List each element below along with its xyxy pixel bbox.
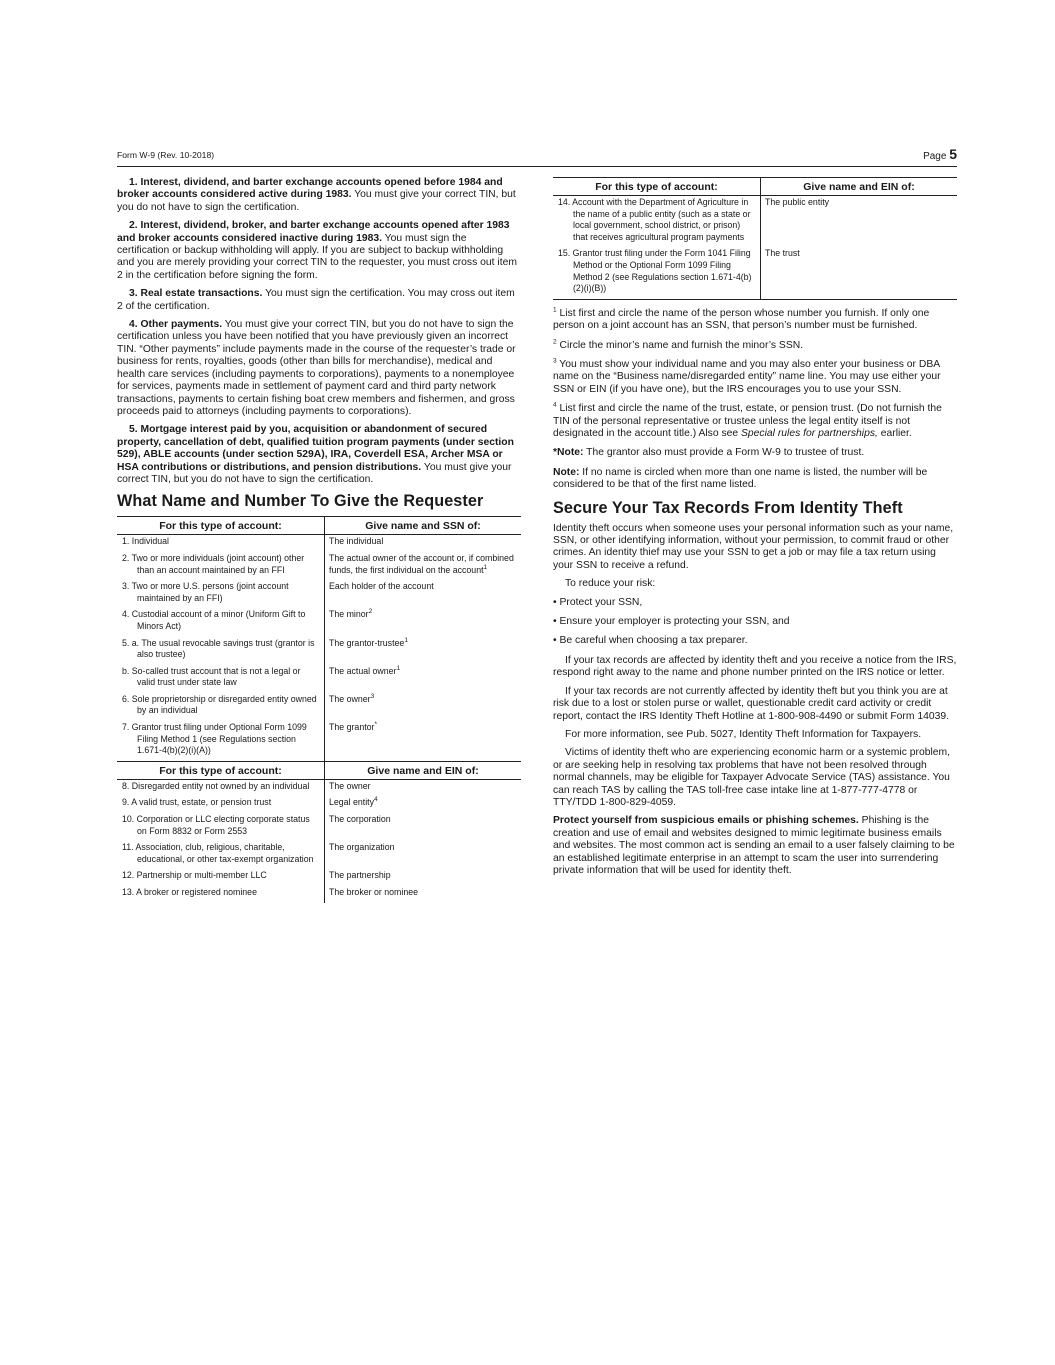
- table-row: [117, 535, 521, 552]
- table-row: [117, 552, 521, 580]
- account-type-cell: 15. Grantor trust filing under the Form 1041 Filing Method or the Optional Form 1099 Filing Method 2 (see Regulations section 1.671-4(b)(2)(i)(B)): [553, 247, 761, 299]
- footnote-2: $^2$ Circle the minor’s name and furnish the minor’s SSN.: [553, 338, 804, 351]
- page-number: Page 5: [923, 146, 957, 162]
- account-type-cell: 12. Partnership or multi-member LLC: [117, 869, 325, 886]
- footnote-3: $^3$ You must show your individual name and you may also enter your business or DBA name on the “Business name/disregarded entity” name line. You may use either your SSN or EIN (if you have one), but the IRS encourages you to use your SSN.: [553, 357, 941, 395]
- bullet-item: • Protect your SSN,: [553, 596, 643, 608]
- give-name-cell: The trust: [765, 248, 800, 259]
- ein-table-cont-header-ein: Give name and EIN of:: [761, 178, 958, 196]
- page-header: [117, 148, 957, 167]
- section-title-requester: What Name and Number To Give the Requester: [117, 492, 484, 511]
- paragraph-3: 3. Real estate transactions. You must sign the certification. You may cross out item 2 of the certification.: [117, 288, 515, 312]
- section-title-identity-theft: Secure Your Tax Records From Identity Theft: [553, 498, 903, 517]
- account-type-cell: 3. Two or more U.S. persons (joint account maintained by an FFI): [117, 580, 325, 608]
- identity-paragraph-1: Identity theft occurs when someone uses your personal information such as your name, SSN, or other identifying information, without your permission, to commit fraud or other crimes. An identity thief may use your SSN to get a job or may file a tax return using your SSN to receive a refund.: [553, 522, 954, 571]
- ssn-table-header-ssn: Give name and SSN of:: [325, 517, 522, 535]
- reduce-risk-label: To reduce your risk:: [565, 578, 656, 590]
- give-name-cell: The broker or nominee: [329, 887, 418, 897]
- ssn-table: [117, 516, 521, 761]
- give-name-cell: The individual: [329, 536, 384, 547]
- account-type-cell: 14. Account with the Department of Agriculture in the name of a public entity (such as a state or local government, school district, or prison) that receives agricultural program payments: [553, 196, 761, 248]
- give-name-cell: Each holder of the account: [329, 581, 434, 592]
- give-name-cell: The organization: [329, 842, 395, 853]
- table-row: [117, 886, 521, 903]
- account-type-cell: 10. Corporation or LLC electing corporate status on Form 8832 or Form 2553: [117, 813, 325, 841]
- table-row: [117, 608, 521, 636]
- account-type-cell: 13. A broker or registered nominee: [117, 886, 325, 903]
- table-row: [117, 813, 521, 841]
- ein-table: [117, 761, 521, 903]
- paragraph-1: 1. Interest, dividend, and barter exchange accounts opened before 1984 and broker accounts considered active during 1983. You must give your correct TIN, but you do not have to sign the certification.: [117, 177, 516, 213]
- table-row: [117, 779, 521, 796]
- give-name-cell: The minor$^2$: [329, 608, 373, 620]
- table-row: [117, 693, 521, 721]
- account-type-cell: 9. A valid trust, estate, or pension trust: [117, 796, 325, 813]
- give-name-cell: The grantor-trustee$^1$: [329, 636, 408, 648]
- account-type-cell: 4. Custodial account of a minor (Uniform Gift to Minors Act): [117, 608, 325, 636]
- table-row: [117, 796, 521, 813]
- identity-paragraph-2: If your tax records are affected by identity theft and you receive a notice from the IRS, respond right away to the name and phone number printed on the IRS notice or letter.: [553, 654, 957, 679]
- give-name-cell: The public entity: [765, 197, 830, 207]
- account-type-cell: b. So-called trust account that is not a legal or valid trust under state law: [117, 665, 325, 693]
- right-column: [553, 177, 957, 883]
- table-row: [117, 637, 521, 665]
- paragraph-5: 5. Mortgage interest paid by you, acquisition or abandonment of secured property, cancellation of debt, qualified tuition program payments (under section 529), ABLE accounts (under section 529A), IRA, Coverdell ESA, Archer MSA or HSA contributions or distributions, and pension distributions. You must give your correct TIN, but you do not have to sign the certification.: [117, 424, 514, 485]
- account-type-cell: 11. Association, club, religious, charitable, educational, or other tax-exempt organization: [117, 841, 325, 869]
- account-type-cell: 5. a. The usual revocable savings trust (grantor is also trustee): [117, 637, 325, 665]
- note-grantor: *Note: The grantor also must provide a Form W-9 to trustee of trust.: [553, 447, 865, 459]
- left-column: [117, 177, 521, 903]
- give-name-cell: The grantor*: [329, 721, 378, 733]
- bullet-item: • Be careful when choosing a tax preparer.: [553, 635, 748, 647]
- table-row: [117, 841, 521, 869]
- footnote-4: $^4$ List first and circle the name of the trust, estate, or pension trust. (Do not furnish the TIN of the personal representative or trustee unless the legal entity itself is not designated in the account title.) Also see Special rules for partnerships, earlier.: [553, 401, 942, 439]
- table-row: [553, 196, 957, 248]
- form-name: Form W-9 (Rev. 10-2018): [117, 150, 215, 160]
- account-type-cell: 7. Grantor trust filing under Optional Form 1099 Filing Method 1 (see Regulations section 1.671-4(b)(2)(i)(A)): [117, 721, 325, 761]
- table-row: [117, 869, 521, 886]
- account-type-cell: 8. Disregarded entity not owned by an individual: [117, 779, 325, 796]
- account-type-cell: 6. Sole proprietorship or disregarded entity owned by an individual: [117, 693, 325, 721]
- give-name-cell: The actual owner of the account or, if combined funds, the first individual on the account$^1$: [329, 552, 514, 575]
- identity-paragraph-5: Victims of identity theft who are experiencing economic harm or a systemic problem, or are seeking help in resolving tax problems that have not been resolved through normal channels, may be eligible for Taxpayer Advocate Service (TAS) assistance. You can reach TAS by calling the TAS toll-free case intake line at 1-877-777-4778 or TTY/TDD 1-800-829-4059.: [553, 747, 950, 808]
- give-name-cell: The corporation: [329, 814, 391, 825]
- ein-table-continued: [553, 177, 957, 300]
- identity-paragraph-3: If your tax records are not currently affected by identity theft but you think you are at risk due to a lost or stolen purse or wallet, questionable credit card activity or credit report, contact the IRS Identity Theft Hotline at 1-800-908-4490 or submit Form 14039.: [553, 685, 949, 722]
- ein-table-header-account: For this type of account:: [117, 761, 325, 779]
- give-name-cell: The actual owner$^1$: [329, 664, 401, 676]
- account-type-cell: 2. Two or more individuals (joint account) other than an account maintained by an FFI: [117, 552, 325, 580]
- table-row: [117, 665, 521, 693]
- give-name-cell: The owner$^3$: [329, 692, 375, 704]
- paragraph-2: 2. Interest, dividend, broker, and barter exchange accounts opened after 1983 and broker accounts considered inactive during 1983. You must sign the certification or backup withholding will apply. If you are subject to backup withholding and you are merely providing your correct TIN to the requester, you must cross out item 2 in the certification before signing the form.: [117, 220, 517, 281]
- account-type-cell: 1. Individual: [117, 535, 325, 552]
- note-no-name: Note: If no name is circled when more than one name is listed, the number will be considered to be that of the first name listed.: [553, 466, 928, 491]
- give-name-cell: The partnership: [329, 870, 391, 881]
- table-row: [117, 721, 521, 761]
- footnote-1: $^1$ List first and circle the name of the person whose number you furnish. If only one person on a joint account has an SSN, that person’s number must be furnished.: [553, 306, 930, 332]
- phishing-paragraph: Protect yourself from suspicious emails or phishing schemes. Phishing is the creation and use of email and websites designed to mimic legitimate business emails and websites. The most common act is sending an email to a user falsely claiming to be an established legitimate enterprise in an attempt to scam the user into surrendering private information that will be used for identity theft.: [553, 815, 955, 876]
- give-name-cell: Legal entity$^4$: [329, 796, 378, 808]
- identity-paragraph-4: For more information, see Pub. 5027, Identity Theft Information for Taxpayers.: [565, 728, 922, 740]
- ein-table-cont-header-account: For this type of account:: [553, 178, 761, 196]
- bullet-item: • Ensure your employer is protecting your SSN, and: [553, 616, 790, 628]
- give-name-cell: The owner: [329, 780, 371, 791]
- table-row: [553, 247, 957, 299]
- paragraph-4: 4. Other payments. You must give your correct TIN, but you do not have to sign the certification unless you have been notified that you have previously given an incorrect TIN. “Other payments” include payments made in the course of the requester’s trade or business for rents, royalties, goods (other than bills for merchandise), medical and health care services (including payments to corporations), payments to a nonemployee for services, payments made in settlement of payment card and third party network transactions, payments to certain fishing boat crew members and fishermen, and gross proceeds paid to attorneys (including payments to corporations).: [117, 319, 516, 417]
- ssn-table-header-account: For this type of account:: [117, 517, 325, 535]
- ein-table-header-ein: Give name and EIN of:: [325, 761, 522, 779]
- table-row: [117, 580, 521, 608]
